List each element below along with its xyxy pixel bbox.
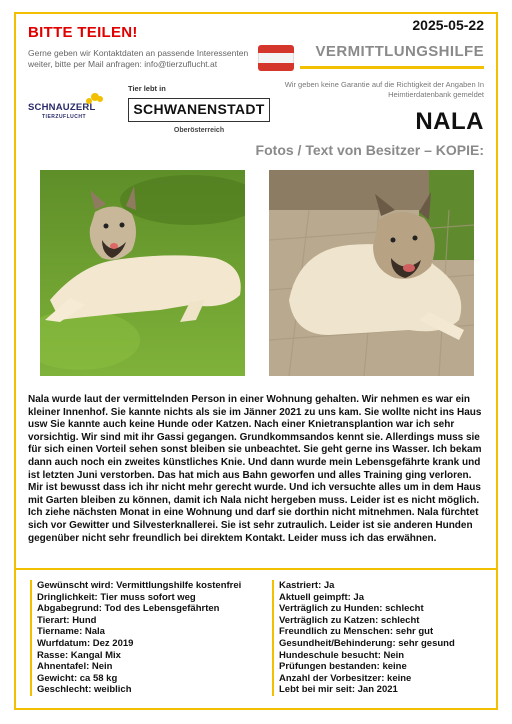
detail-row: Dringlichkeit: Tier muss sofort weg	[37, 591, 196, 603]
detail-row: Aktuell geimpft: Ja	[279, 591, 364, 603]
detail-row: Hundeschule besucht: Nein	[279, 649, 405, 661]
owner-story: Nala wurde laut der vermittelnden Person in einer Wohnung gehalten. Wir nehmen es war ein kleiner Innenhof. Sie kannte nichts als sie im Jänner 2021 zu uns kam. Sie wollte nicht ins Haus usw Sie kannte auch keine Hunde oder Katzen. Nach einer Knietransplantion war ich sehr vorsichtig. Wir sind mit ihr Gassi gegangen. Grundkommsandos kennt sie. Allerdings muss sie für sich einen Vorteil sehen sonst bleiben sie unbeachtet. Sie geht gerne ins Wasser. Ich bekam dann auch noch ein zweites künstliches Knie. Und dann wurde mein Lebensgefährte krank und ist letzten Juni verstorben. Das hat mich aus Bahn geworfen und alles Training ging verloren. Mir ist bewusst dass ich ihr nicht mehr gerecht wurde. Und ich versuchte alles um in dem Haus mit Garten bleiben zu können, damit ich Nala nicht hergeben muss. Leider ist es nicht möglich. Ich ziehe nächsten Monat in eine Wohnung und darf sie dorthin nicht mitnehmen. Nala fürchtet sich vor Gewitter und Silvesterknallerei. Sie ist sehr zutraulich. Leider ist sie anderen Hunden gegenüber nicht sehr freundlich bei direktem Kontakt. Leider muss ich das erwähnen.	[28, 394, 482, 544]
detail-row: Kastriert: Ja	[279, 580, 335, 591]
detail-row: Wurfdatum: Dez 2019	[37, 637, 134, 649]
details-left-column	[30, 580, 260, 696]
title-underline	[300, 66, 484, 69]
logo-subtitle: TIERZUFLUCHT	[42, 114, 87, 120]
austria-flag-icon	[258, 45, 294, 71]
dog-on-paving-photo	[269, 170, 474, 376]
share-heading: BITTE TEILEN!	[28, 24, 138, 41]
pet-name: NALA	[415, 108, 484, 135]
disclaimer-note: Wir geben keine Garantie auf die Richtigkeit der Angaben In Heimtierdatenbank gemeldet	[284, 80, 484, 99]
detail-row: Rasse: Kangal Mix	[37, 649, 121, 661]
detail-row: Lebt bei mir seit: Jan 2021	[279, 684, 398, 696]
logo-name: SCHNAUZERL	[28, 102, 96, 113]
contact-note: Gerne geben wir Kontaktdaten an passende Interessenten weiter, bitte per Mail anfragen: info@tierzuflucht.at	[28, 48, 249, 69]
detail-row: Tiername: Nala	[37, 626, 105, 638]
region-label: Oberösterreich	[173, 127, 225, 134]
city-box: SCHWANENSTADT	[128, 98, 270, 122]
detail-row: Verträglich zu Katzen: schlecht	[279, 614, 420, 626]
detail-row: Tierart: Hund	[37, 614, 97, 626]
detail-row: Abgabegrund: Tod des Lebensgefährten	[37, 603, 220, 615]
detail-row: Freundlich zu Menschen: sehr gut	[279, 626, 434, 638]
detail-row: Gewicht: ca 58 kg	[37, 672, 118, 684]
detail-row: Geschlecht: weiblich	[37, 684, 132, 696]
detail-row: Verträglich zu Hunden: schlecht	[279, 603, 424, 615]
details-right-column	[272, 580, 502, 696]
location-label: Tier lebt in	[128, 84, 166, 93]
detail-row: Anzahl der Vorbesitzer: keine	[279, 672, 412, 684]
flyer-date: 2025-05-22	[412, 17, 484, 33]
dog-on-grass-photo	[40, 170, 245, 376]
detail-row: Gewünscht wird: Vermittlungshilfe kostenfrei	[37, 580, 242, 591]
flyer-title: VERMITTLUNGSHILFE	[315, 43, 484, 60]
detail-row: Gesundheit/Behinderung: sehr gesund	[279, 637, 455, 649]
section-divider	[16, 568, 496, 570]
detail-row: Prüfungen bestanden: keine	[279, 661, 407, 673]
detail-row: Ahnentafel: Nein	[37, 661, 113, 673]
photo-note: Fotos / Text von Besitzer – KOPIE:	[255, 142, 484, 158]
